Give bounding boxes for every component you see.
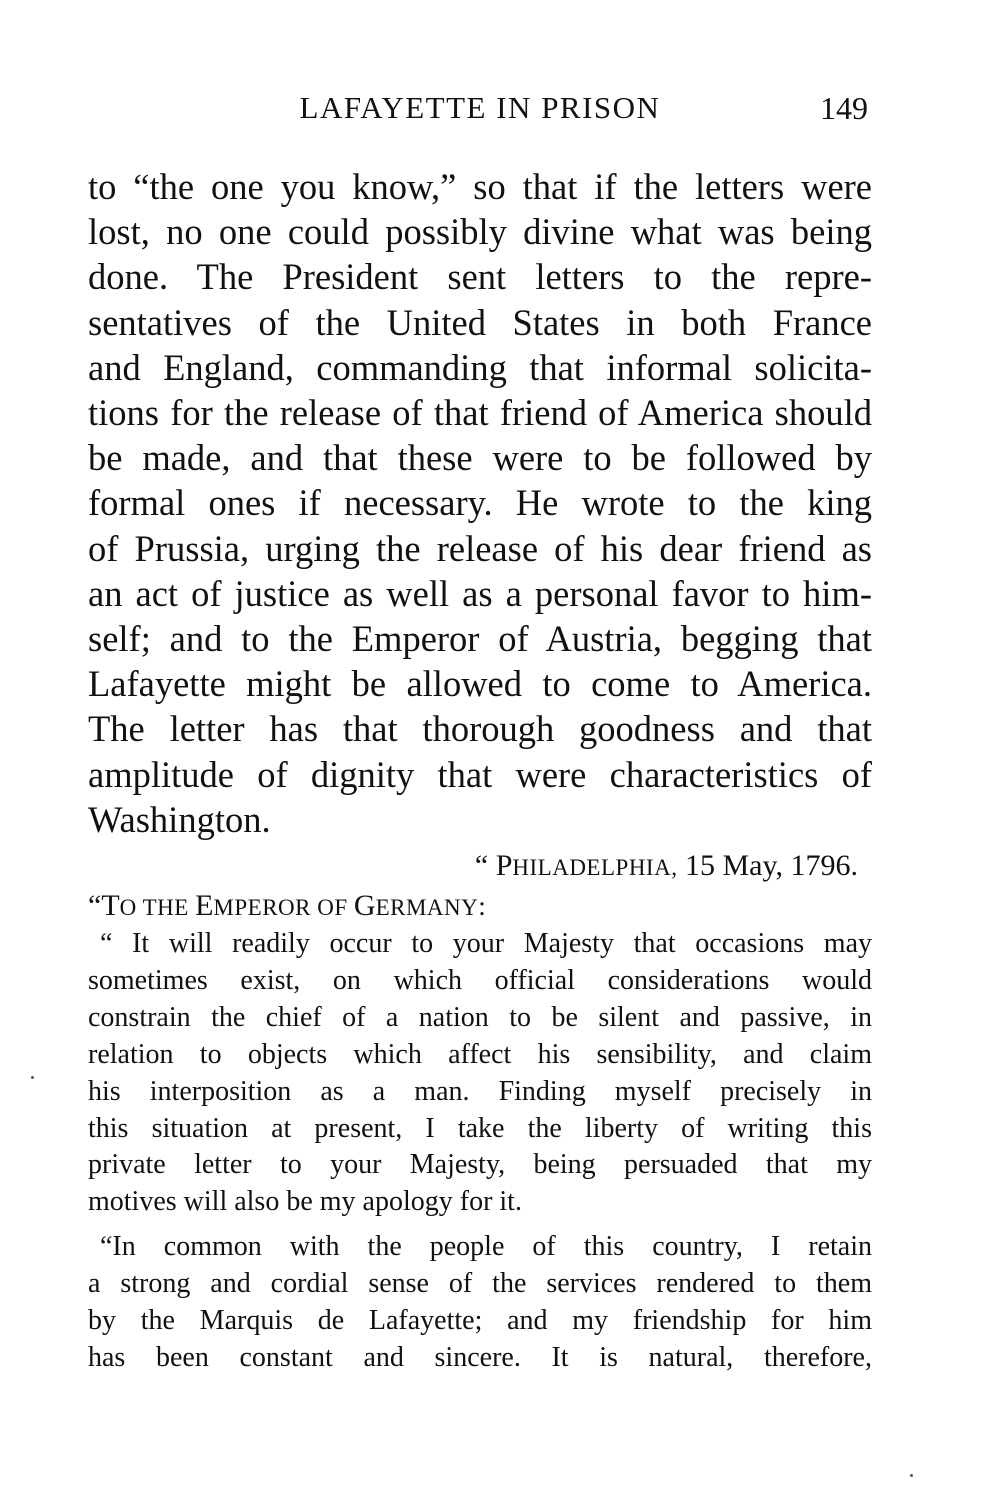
dateline-date: 15 May, 1796. bbox=[677, 849, 858, 882]
letter-paragraph bbox=[88, 1229, 872, 1377]
running-title: LAFAYETTE IN PRISON bbox=[299, 90, 661, 125]
salutation-initial: T bbox=[101, 889, 120, 922]
text-line: amplitude of dignity that were characteristics of bbox=[88, 753, 872, 795]
text-line: self; and to the Emperor of Austria, begging that bbox=[88, 618, 872, 660]
text-line: sentatives of the United States in both France bbox=[88, 301, 872, 343]
letter-line: relation to objects which affect his sensibility, and claim bbox=[88, 1038, 872, 1070]
salutation-word: THE bbox=[142, 895, 196, 920]
text-line: The letter has that thorough goodness and that bbox=[88, 708, 872, 750]
letter-line: private letter to your Majesty, being persuaded that my bbox=[88, 1149, 872, 1181]
letter-paragraph bbox=[88, 926, 872, 1221]
letter-dateline bbox=[475, 846, 858, 888]
salutation-colon: : bbox=[478, 891, 486, 921]
salutation-open-quote: “ bbox=[88, 889, 102, 922]
letter-line: motives will also be my apology for it. bbox=[88, 1186, 522, 1218]
letter-line: “In common with the people of this country, I retain bbox=[100, 1231, 872, 1263]
letter-body bbox=[88, 926, 872, 1377]
letter-line: has been constant and sincere. It is natural, therefore, bbox=[88, 1341, 872, 1373]
page-number: 149 bbox=[820, 90, 868, 126]
letter-line: “ It will readily occur to your Majesty that occasions may bbox=[100, 928, 872, 959]
text-line: Lafayette might be allowed to come to America. bbox=[88, 663, 872, 705]
text-line: and England, commanding that informal solicita- bbox=[88, 346, 872, 388]
salutation-word: OF bbox=[317, 895, 354, 920]
salutation-word: ERMANY bbox=[375, 895, 479, 920]
dateline-place-rest: HILADELPHIA, bbox=[512, 855, 678, 880]
running-head bbox=[88, 86, 872, 130]
text-line: be made, and that these were to be followed by bbox=[88, 437, 872, 479]
text-line: lost, no one could possibly divine what was being bbox=[88, 211, 872, 253]
dateline-open-quote: “ bbox=[474, 849, 489, 882]
text-line: an act of justice as well as a personal favor to him- bbox=[88, 572, 872, 614]
letter-line: by the Marquis de Lafayette; and my friendship for him bbox=[88, 1305, 872, 1337]
salutation-word: O bbox=[119, 895, 143, 920]
letter-line: sometimes exist, on which official considerations would bbox=[88, 964, 872, 996]
salutation-word: MPEROR bbox=[213, 895, 318, 920]
text-line: to “the one you know,” so that if the letters were bbox=[88, 166, 872, 207]
text-line: formal ones if necessary. He wrote to the king bbox=[88, 482, 872, 524]
salutation-initial: G bbox=[353, 889, 376, 922]
text-line: tions for the release of that friend of America should bbox=[88, 392, 872, 434]
letter-line: his interposition as a man. Finding myself precisely in bbox=[88, 1075, 872, 1107]
scan-speck bbox=[31, 1076, 34, 1079]
salutation-initial: E bbox=[195, 889, 214, 922]
paragraph-gap bbox=[88, 1221, 872, 1229]
text-line: of Prussia, urging the release of his dear friend as bbox=[88, 527, 872, 569]
narrative-paragraph bbox=[88, 164, 872, 842]
text-line: done. The President sent letters to the repre- bbox=[88, 256, 872, 298]
dateline-place-initial: P bbox=[495, 849, 513, 882]
scan-speck bbox=[910, 1474, 913, 1477]
letter-line: constrain the chief of a nation to be silent and passive, in bbox=[88, 1001, 872, 1033]
letter-salutation bbox=[88, 886, 486, 928]
letter-line: a strong and cordial sense of the services rendered to them bbox=[88, 1268, 872, 1300]
text-line: Washington. bbox=[88, 798, 271, 840]
book-page bbox=[88, 0, 872, 1486]
letter-line: this situation at present, I take the liberty of writing this bbox=[88, 1112, 872, 1144]
